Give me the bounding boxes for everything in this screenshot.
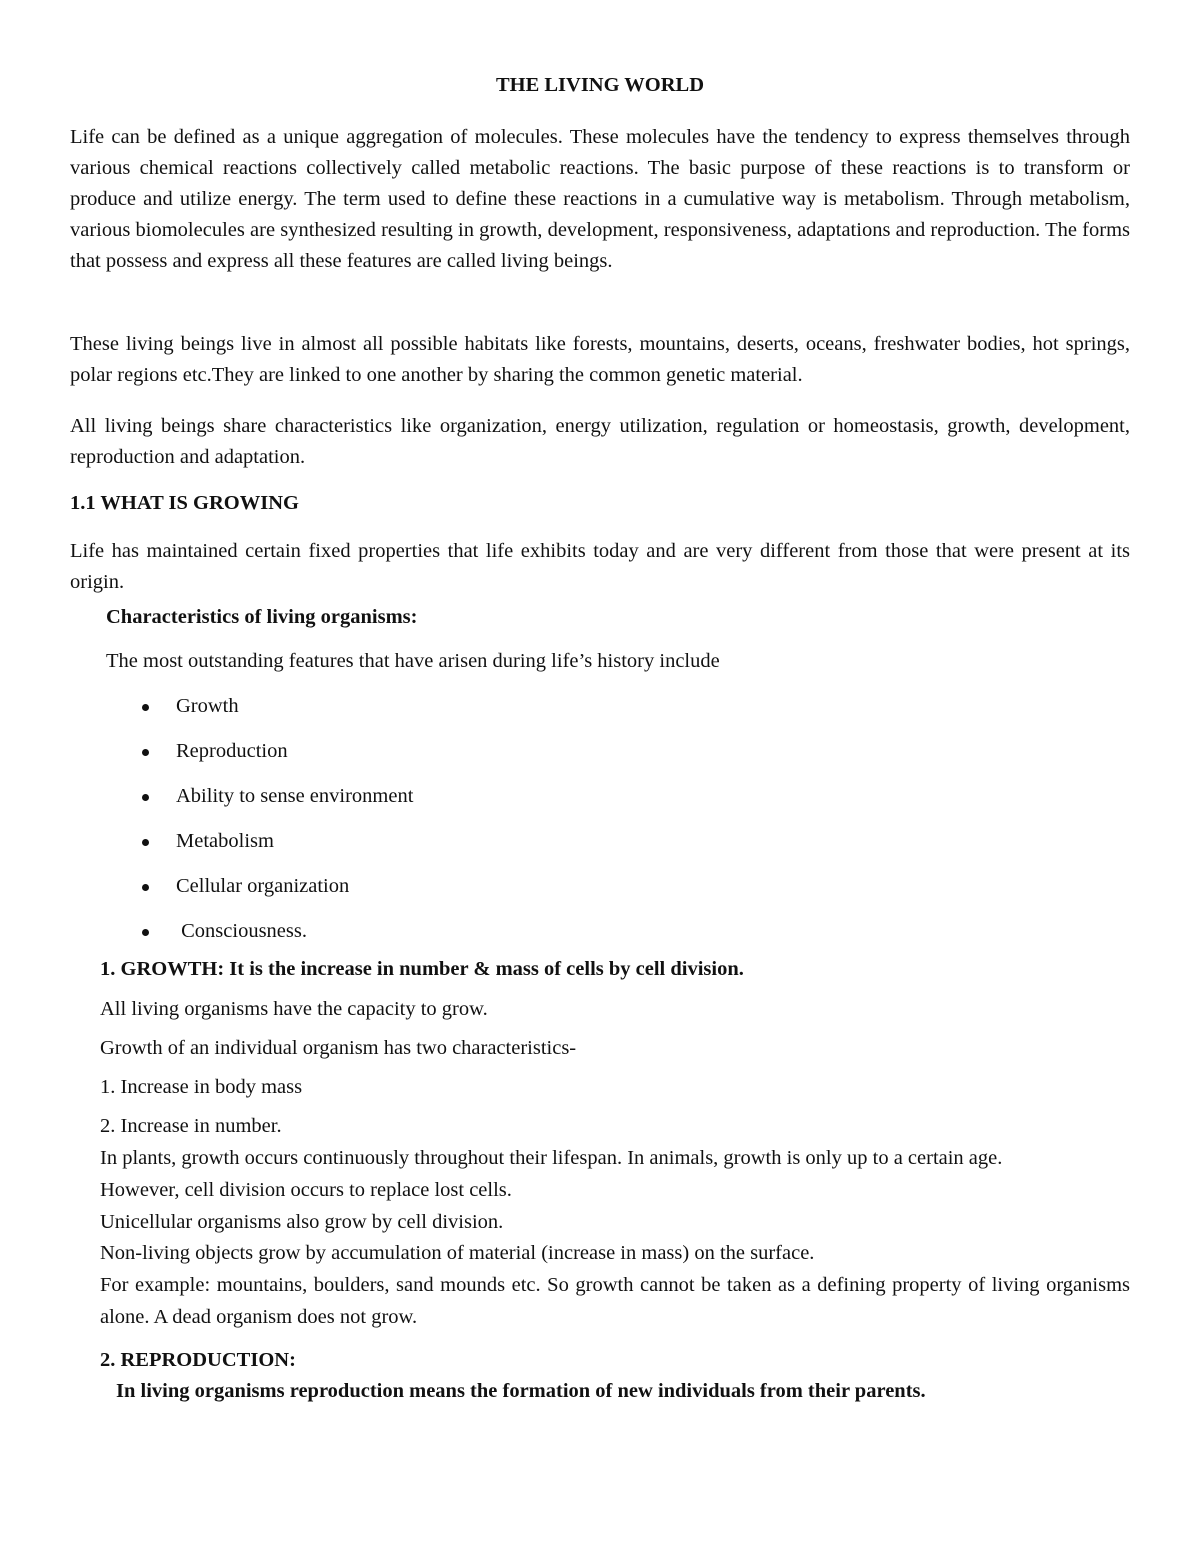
features-intro: The most outstanding features that have arisen during life’s history include bbox=[106, 650, 720, 672]
section-heading: 1.1 WHAT IS GROWING bbox=[70, 492, 299, 514]
growth-heading: 1. GROWTH: It is the increase in number & mass of cells by cell division. bbox=[100, 958, 744, 980]
document-page: THE LIVING WORLD Life can be defined as a unique aggregation of molecules. These molecules have the tendency to express themselves through various chemical reactions collectively called metabolic reactions. The basic purpose of these reactions is to transform or produce and utilize energy. The term used to define these reactions in a cumulative way is metabolism. Through metabolism, various biomolecules are synthesized resulting in growth, development, responsiveness, adaptations and reproduction. The forms that possess and express all these features are called living beings. These living beings live in almost all possible habitats like forests, mountains, deserts, oceans, freshwater bodies, hot springs, polar regions etc.They are linked to one another by sharing the common genetic material. All living beings share characteristics like organization, energy utilization, regulation or homeostasis, growth, development, reproduction and adaptation. 1.1 WHAT IS GROWING Life has maintained certain fixed properties that life exhibits today and are very different from those that were present at its origin. Characteristics of living organisms: The most outstanding features that have arisen during life’s history include Growth Reproduction Ability to sense environment Metabolism Cellular organization Consciousness. 1. GROWTH: It is the increase in number & mass of cells by cell division. All living organisms have the capacity to grow. Growth of an individual organism has two characteristics- 1. Increase in body mass 2. Increase in number. In plants, growth occurs continuously throughout their lifespan. In animals, growth is only up to a certain age. However, cell division occurs to replace lost cells. Unicellular organisms also grow by cell division. Non-living objects grow by accumulation of material (increase in mass) on the surface. For example: mountains, boulders, sand mounds etc. So growth cannot be taken as a defining property of living organisms alone. A dead organism does not grow. 2. REPRODUCTION: In living organisms reproduction means the formation of new individuals from their parents. bbox=[0, 0, 1200, 1553]
section-text: Life has maintained certain fixed properties that life exhibits today and are very different from those that were present at its origin. bbox=[70, 540, 1130, 593]
reproduction-text: In living organisms reproduction means the formation of new individuals from their parents. bbox=[116, 1380, 926, 1402]
growth-block-paragraph: For example: mountains, boulders, sand mounds etc. So growth cannot be taken as a defining property of living organisms alone. A dead organism does not grow. bbox=[100, 1274, 1130, 1328]
growth-block-line: Unicellular organisms also grow by cell division. bbox=[100, 1211, 504, 1233]
growth-line: All living organisms have the capacity to grow. bbox=[100, 998, 488, 1020]
intro-paragraph: Life can be defined as a unique aggregation of molecules. These molecules have the tendency to express themselves through various chemical reactions collectively called metabolic reactions. The basic purpose of these reactions is to transform or produce and utilize energy. The term used to define these reactions in a cumulative way is metabolism. Through metabolism, various biomolecules are synthesized resulting in growth, development, responsiveness, adaptations and reproduction. The forms that possess and express all these features are called living beings. bbox=[70, 126, 1130, 272]
reproduction-heading: 2. REPRODUCTION: bbox=[100, 1349, 296, 1371]
page-title: THE LIVING WORLD bbox=[495, 74, 705, 96]
characteristics-paragraph: All living beings share characteristics like organization, energy utilization, regulation or homeostasis, growth, development, reproduction and adaptation. bbox=[70, 415, 1130, 468]
growth-line: 1. Increase in body mass bbox=[100, 1076, 303, 1098]
growth-line: 2. Increase in number. bbox=[100, 1115, 282, 1137]
growth-line: Growth of an individual organism has two characteristics- bbox=[100, 1037, 577, 1059]
growth-block-line: Non-living objects grow by accumulation of material (increase in mass) on the surface. bbox=[100, 1242, 815, 1264]
growth-block-line: However, cell division occurs to replace lost cells. bbox=[100, 1179, 512, 1201]
growth-block-line: In plants, growth occurs continuously throughout their lifespan. In animals, growth is only up to a certain age. bbox=[100, 1147, 1003, 1169]
subheading: Characteristics of living organisms: bbox=[106, 606, 418, 628]
habitats-paragraph: These living beings live in almost all possible habitats like forests, mountains, deserts, oceans, freshwater bodies, hot springs, polar regions etc.They are linked to one another by sharing the common genetic material. bbox=[70, 333, 1130, 386]
